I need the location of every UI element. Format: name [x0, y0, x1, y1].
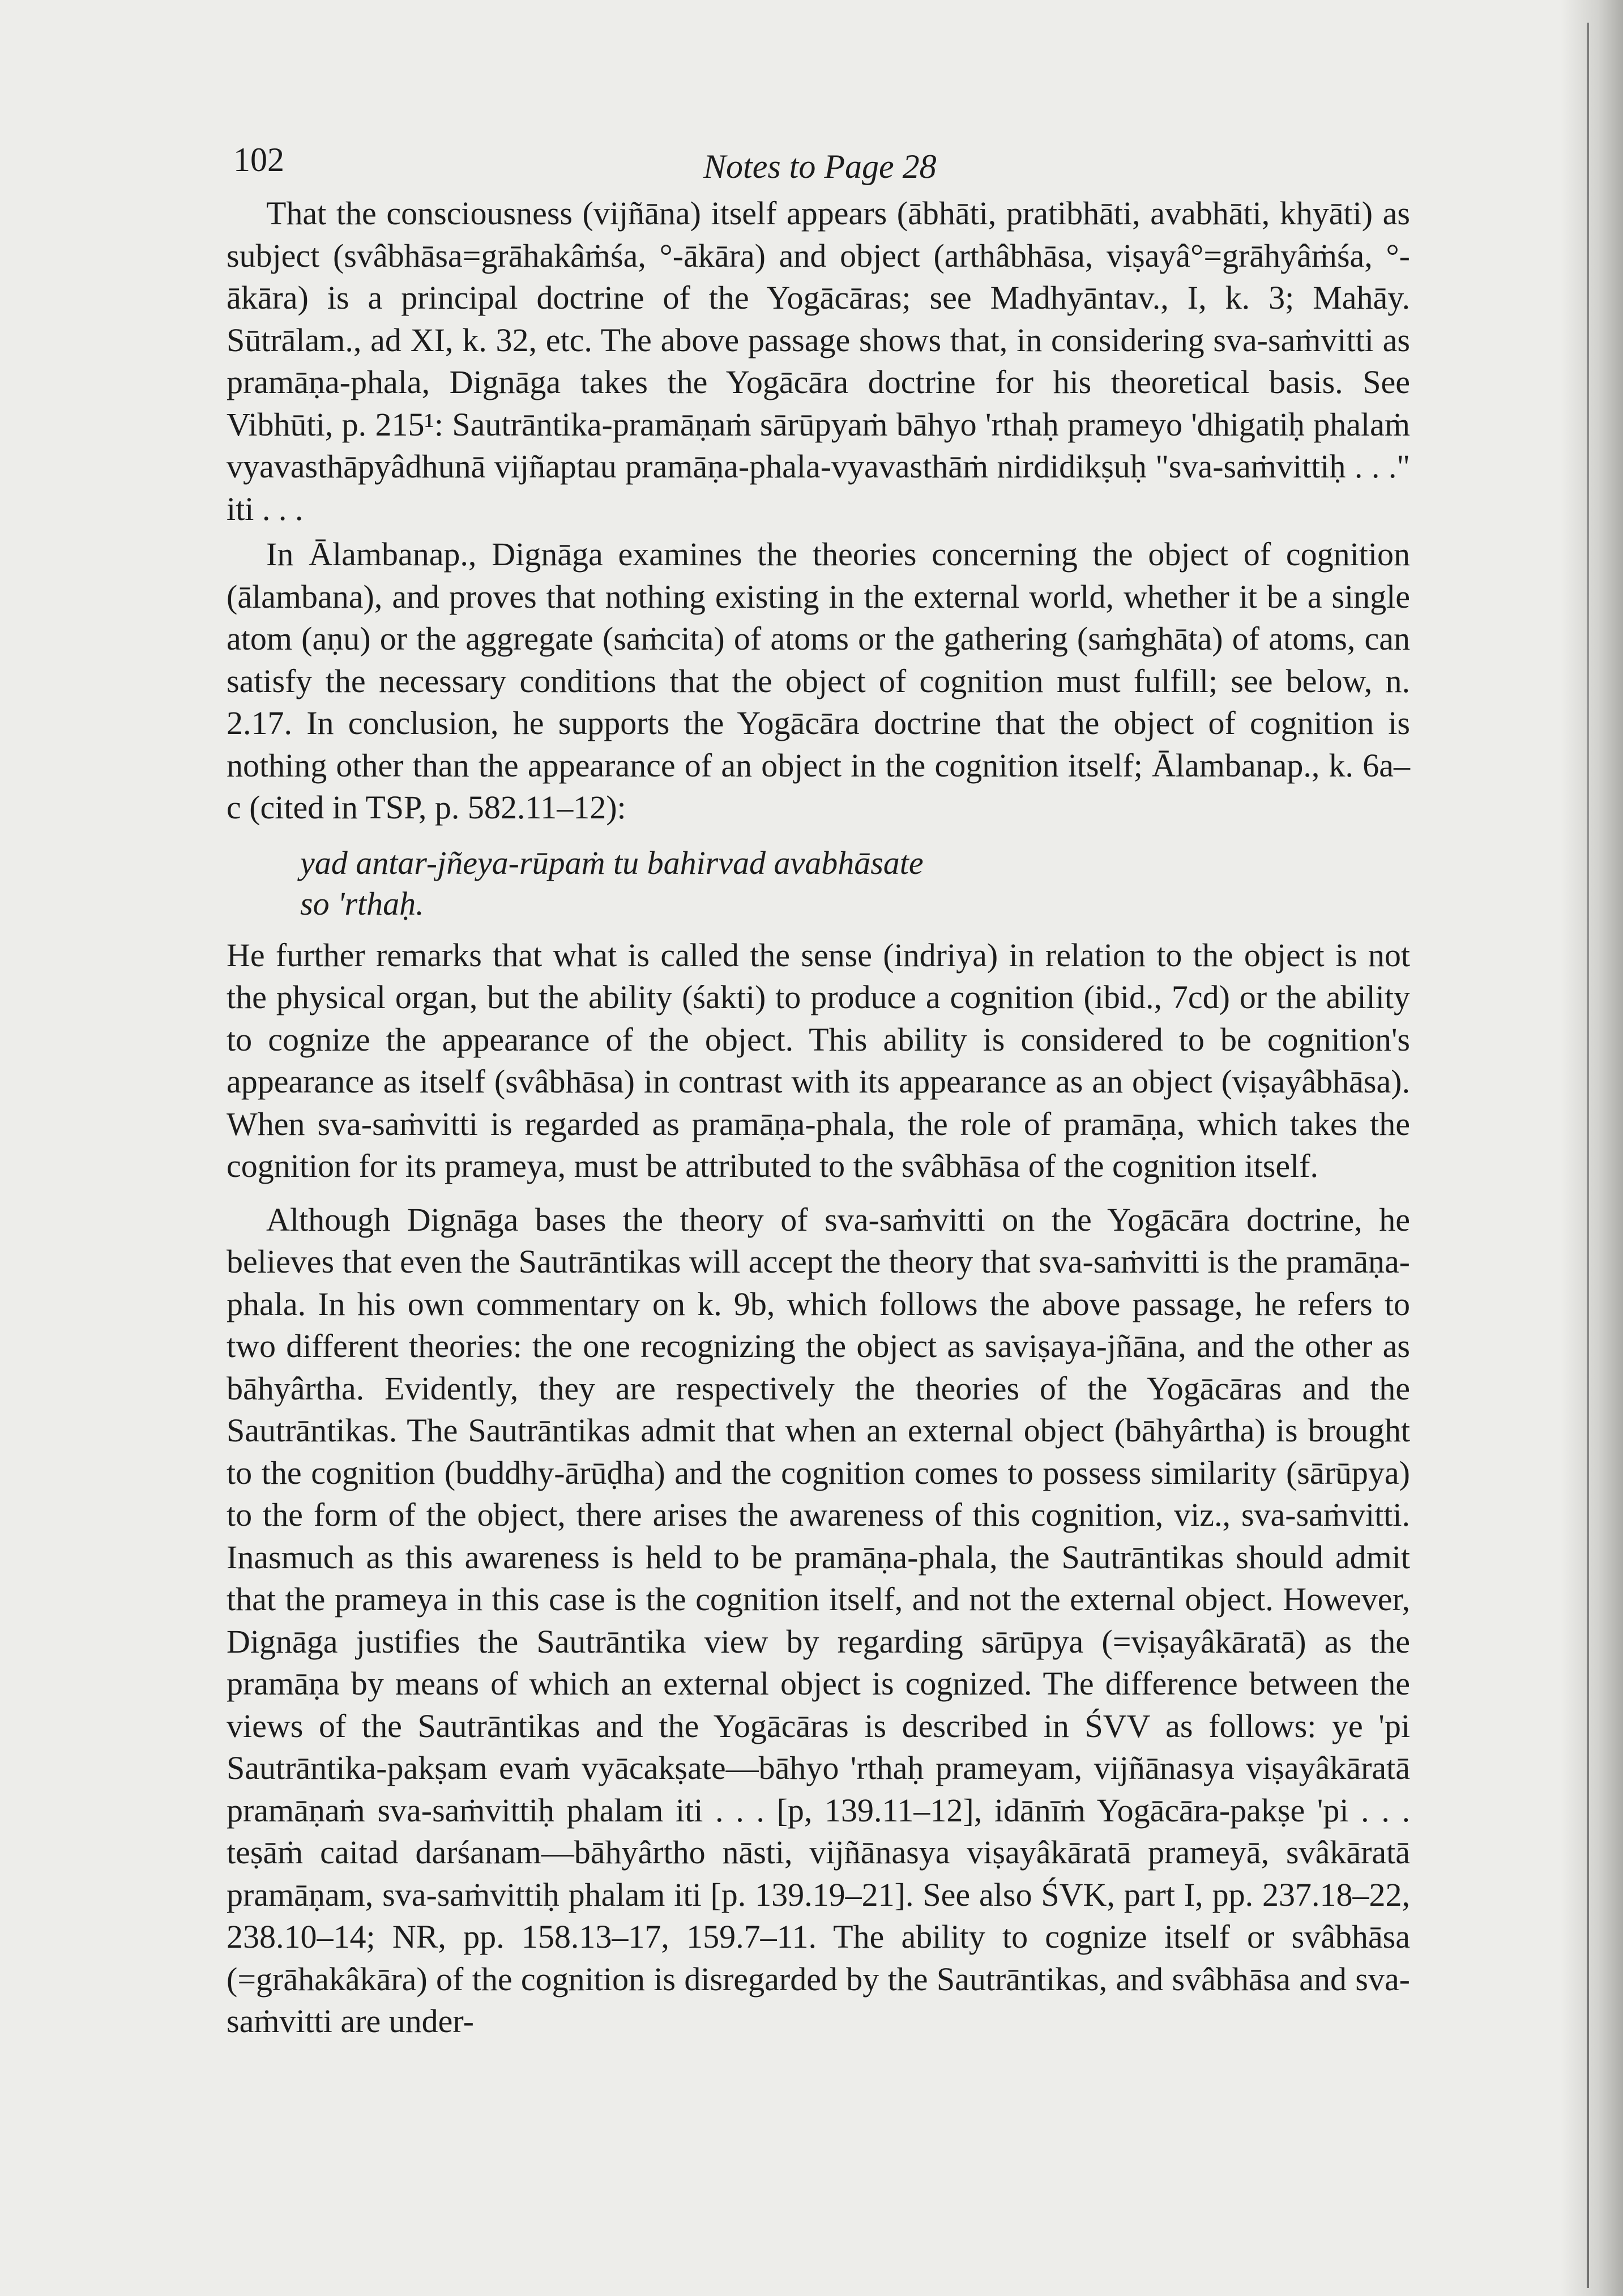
running-head: Notes to Page 28: [703, 148, 937, 185]
verse-quotation: [300, 843, 1410, 924]
page-body: [227, 193, 1410, 2043]
paragraph-alambanapariksa: In Ālambanap., Dignāga examines the theories concerning the object of cognition (ālambana), and proves that nothing existing in the external world, whether it be a single atom (aṇu) or the aggregate (saṁcita) of atoms or the gathering (saṁghāta) of atoms, can satisfy the necessary conditions that the object of cognition must fulfill; see below, n. 2.17. In conclusion, he supports the Yogācāra doctrine that the object of cognition is nothing other than the appearance of an object in the cognition itself; Ālambanap., k. 6a–c (cited in TSP, p. 582.11–12):: [227, 536, 1410, 826]
page-header: [233, 135, 1394, 186]
paragraph-sautrantika-view: Although Dignāga bases the theory of sva-saṁvitti on the Yogācāra doctrine, he believes that even the Sautrāntikas will accept the theory that sva-saṁvitti is the pramāṇa-phala. In his own commentary on k. 9b, which follows the above passage, he refers to two different theories: the one recognizing the object as saviṣaya-jñāna, and the other as bāhyârtha. Evidently, they are respectively the theories of the Yogācāras and the Sautrāntikas. The Sautrāntikas admit that when an external object (bāhyârtha) is brought to the cognition (buddhy-ārūḍha) and the cognition comes to possess similarity (sārūpya) to the form of the object, there arises the awareness of this cognition, viz., sva-saṁvitti. Inasmuch as this awareness is held to be pramāṇa-phala, the Sautrāntikas should admit that the prameya in this case is the cognition itself, and not the external object. However, Dignāga justifies the Sautrāntika view by regarding sārūpya (=viṣayâkāratā) as the pramāṇa by means of which an external object is cognized. The difference between the views of the Sautrāntikas and the Yogācāras is described in ŚVV as follows: ye 'pi Sautrāntika-pakṣam evaṁ vyācakṣate—bāhyo 'rthaḥ prameyam, vijñānasya viṣayâkāratā pramāṇaṁ sva-saṁvittiḥ phalam iti . . . [p, 139.11–12], idānīṁ Yogācāra-pakṣe 'pi . . . teṣāṁ caitad darśanam—bāhyârtho nāsti, vijñānasya viṣayâkāratā prameyā, svâkāratā pramāṇam, sva-saṁvittiḥ phalam iti [p. 139.19–21]. See also ŚVK, part I, pp. 237.18–22, 238.10–14; NR, pp. 158.13–17, 159.7–11. The ability to cognize itself or svâbhāsa (=grāhakâkāra) of the cognition is disregarded by the Sautrāntikas, and svâbhāsa and sva-saṁvitti are under-: [227, 1201, 1410, 2039]
binding-edge: [1587, 23, 1589, 2288]
page-number: 102: [233, 141, 284, 178]
paragraph-sense-ability: He further remarks that what is called the sense (indriya) in relation to the object is not the physical organ, but the ability (śakti) to produce a cognition (ibid., 7cd) or the ability to cognize the appearance of the object. This ability is considered to be cognition's appearance as itself (svâbhāsa) in contrast with its appearance as an object (viṣayâbhāsa). When sva-saṁvitti is regarded as pramāṇa-phala, the role of pramāṇa, which takes the cognition for its prameya, must be attributed to the svâbhāsa of the cognition itself.: [227, 936, 1410, 1184]
verse-line-1: yad antar-jñeya-rūpaṁ tu bahirvad avabhāsate: [300, 844, 924, 881]
page-edge-shadow: [1561, 0, 1623, 2296]
paragraph-yogacara-doctrine: That the consciousness (vijñāna) itself appears (ābhāti, pratibhāti, avabhāti, khyāti) as subject (svâbhāsa=grāhakâṁśa, °-ākāra) and object (arthâbhāsa, viṣayâ°=grāhyâṁśa, °-ākāra) is a principal doctrine of the Yogācāras; see Madhyāntav., I, k. 3; Mahāy. Sūtrālam., ad XI, k. 32, etc. The above passage shows that, in considering sva-saṁvitti as pramāṇa-phala, Dignāga takes the Yogācāra doctrine for his theoretical basis. See Vibhūti, p. 215¹: Sautrāntika-pramāṇaṁ sārūpyaṁ bāhyo 'rthaḥ prameyo 'dhigatiḥ phalaṁ vyavasthāpyâdhunā vijñaptau pramāṇa-phala-vyavasthāṁ nirdidikṣuḥ "sva-saṁvittiḥ . . ." iti . . .: [227, 195, 1410, 527]
verse-line-2: so 'rthaḥ.: [300, 885, 424, 922]
